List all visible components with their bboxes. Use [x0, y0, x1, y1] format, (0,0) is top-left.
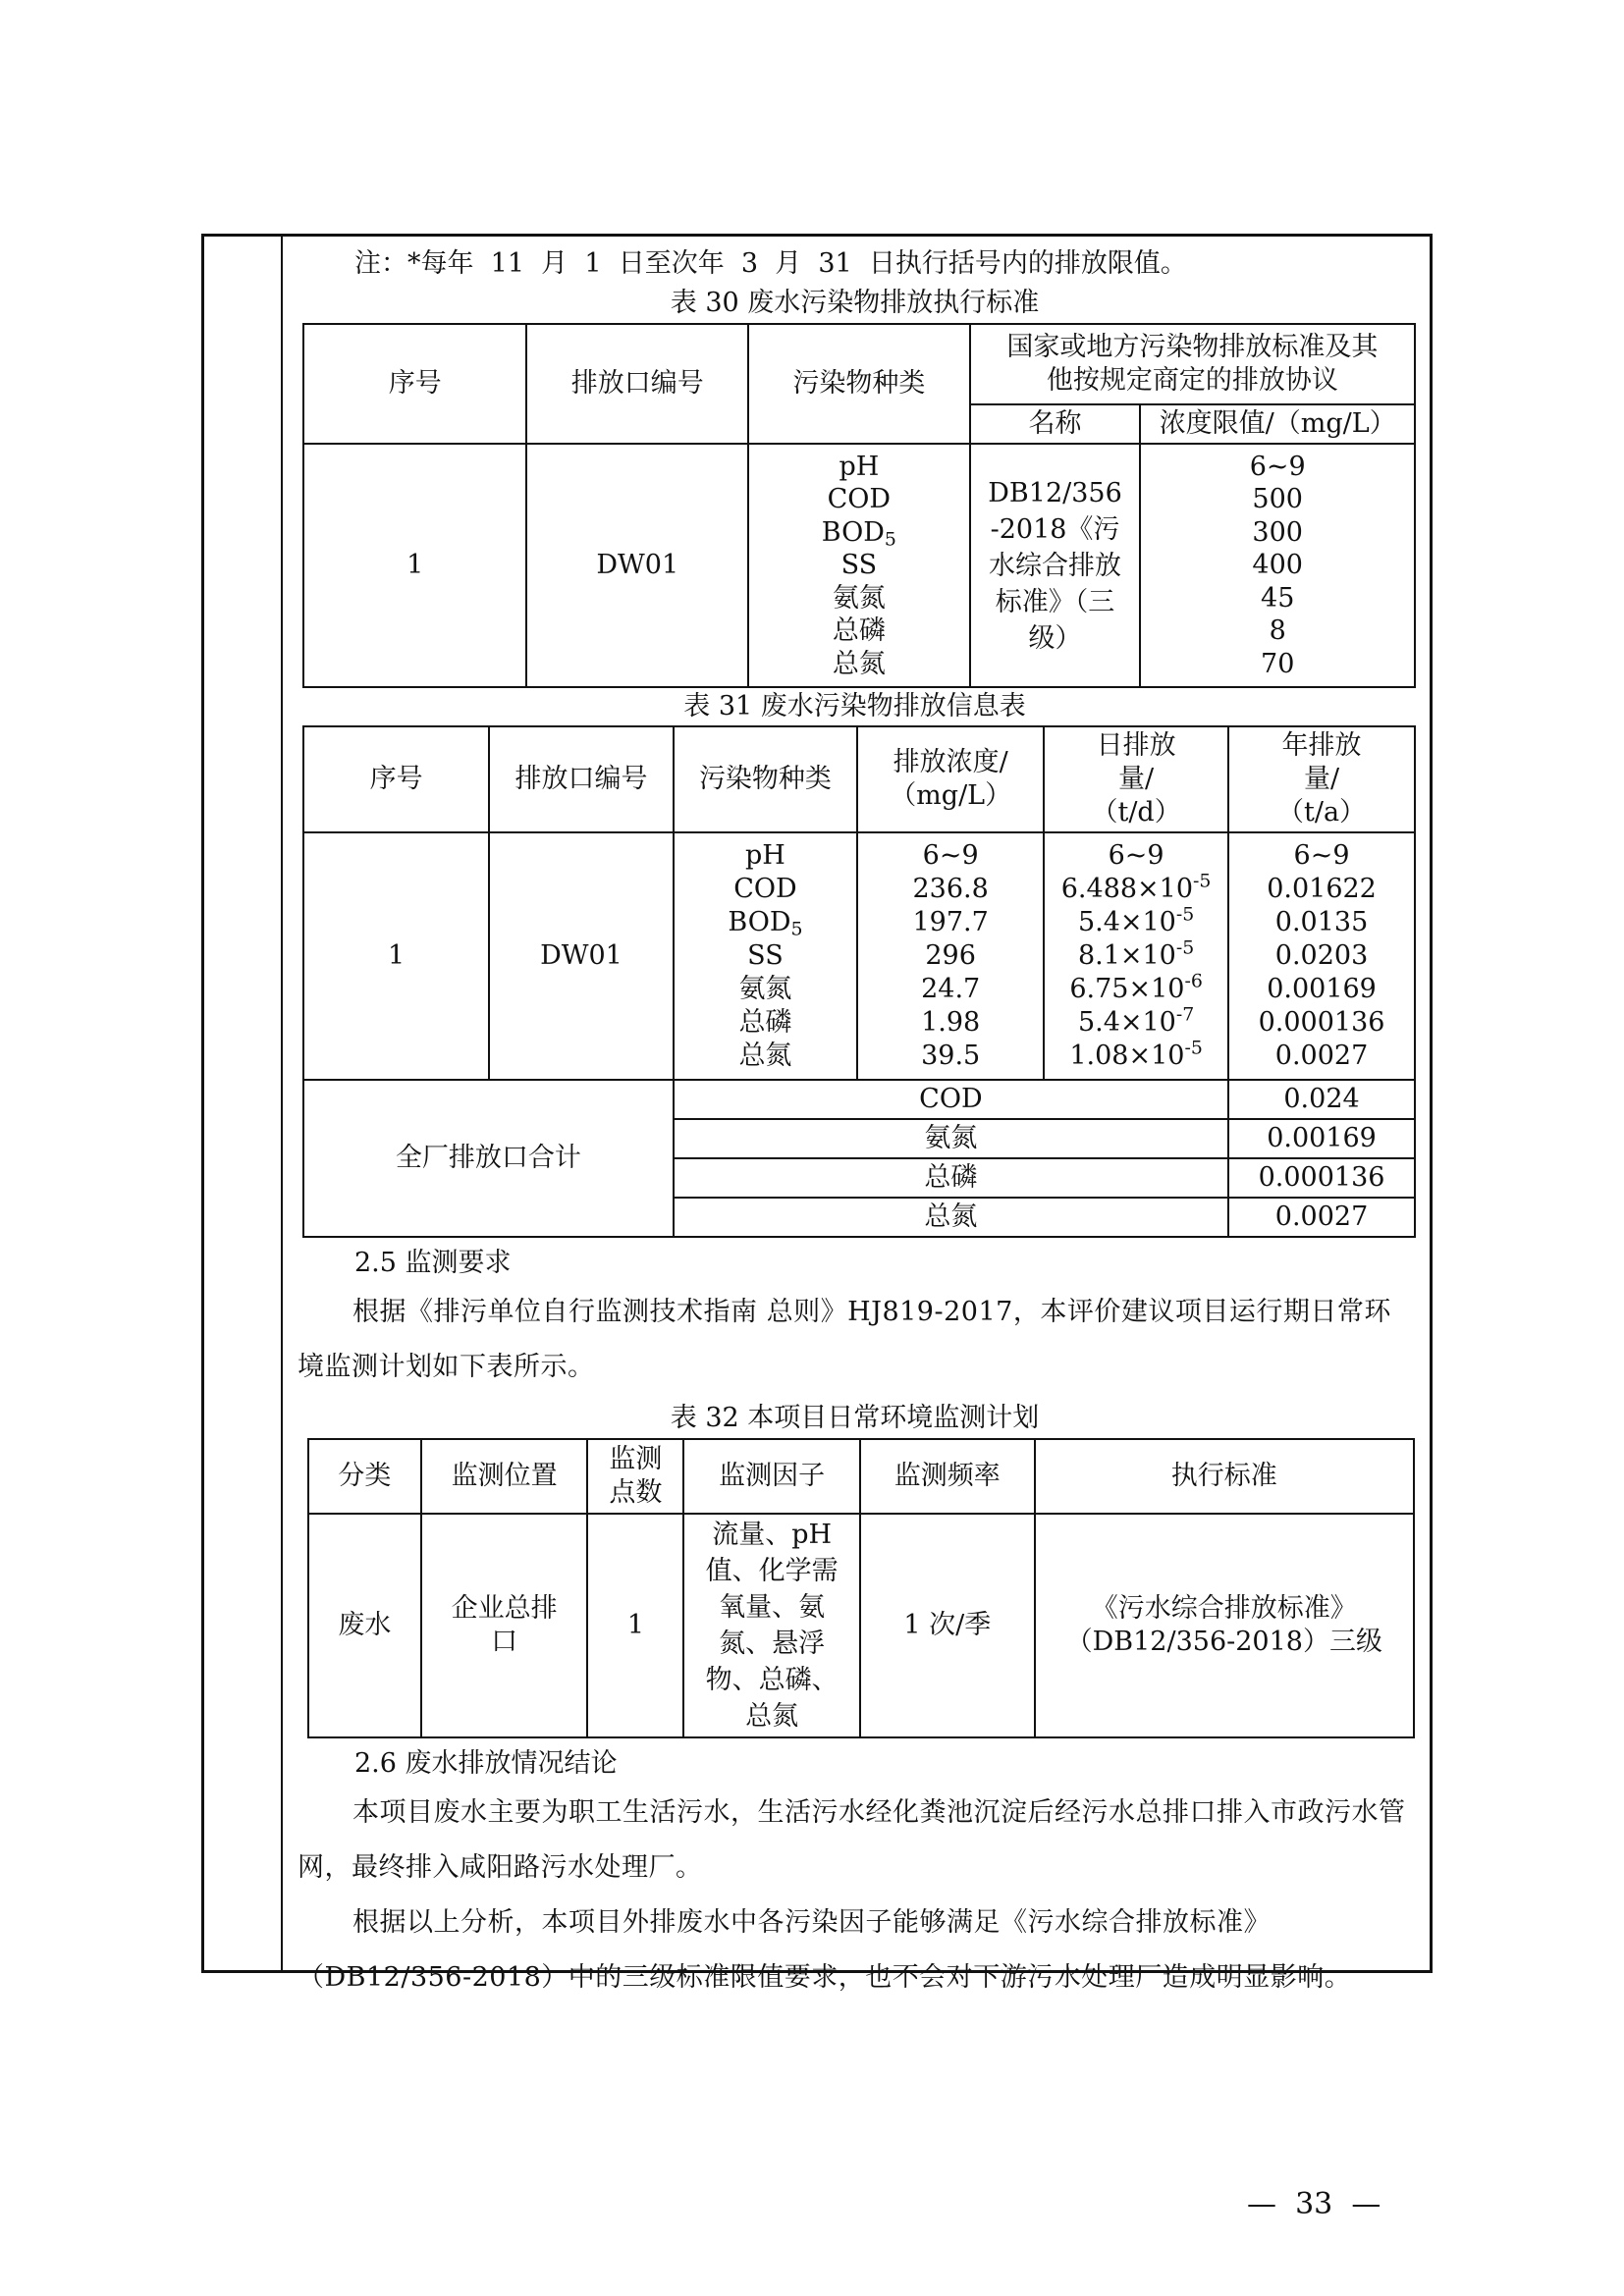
table30-caption: 表 30 废水污染物排放执行标准 — [670, 288, 1040, 318]
table31-total-value: 0.00169 — [1228, 1119, 1415, 1158]
table31-annual: 0.0027 — [1274, 1041, 1369, 1071]
table30-cell-outlet: DW01 — [526, 444, 748, 687]
table31-conc: 6~9 — [922, 840, 979, 871]
table31-daily: 6~9 — [1108, 840, 1164, 871]
table32-header-factors: 监测因子 — [683, 1439, 860, 1514]
table31 — [302, 725, 1416, 1238]
table30-header-pollutant: 污染物种类 — [748, 324, 970, 444]
table30-pollutant: 总氮 — [832, 648, 886, 679]
table30-limit: 45 — [1261, 582, 1295, 614]
table31-conc: 24.7 — [921, 974, 981, 1004]
table31-conc: 197.7 — [912, 907, 989, 937]
table30-header-seq: 序号 — [303, 324, 526, 444]
table31-header-outlet: 排放口编号 — [489, 726, 674, 832]
section-2-6-paragraph-2: 根据以上分析，本项目外排废水中各污染因子能够满足《污水综合排放标准》（DB12/356-2018）中的三级标准限值要求，也不会对下游污水处理厂造成明显影响。 — [298, 1907, 1352, 1993]
table30-pollutant: SS — [840, 550, 878, 581]
table30-cell-seq: 1 — [303, 444, 526, 687]
table31-cell-pollutants — [674, 832, 857, 1080]
table31-pollutant: COD — [733, 874, 797, 904]
section-2-6-heading: 2.6 废水排放情况结论 — [354, 1748, 618, 1779]
table31-cell-conc — [857, 832, 1044, 1080]
table30-header-standard-group: 国家或地方污染物排放标准及其他按规定商定的排放协议 — [970, 324, 1415, 404]
table30-pollutant: $BOD_5$ — [821, 516, 896, 551]
table31-daily: $8.1\times 10^{-5}$ — [1077, 936, 1195, 971]
table31-total-label: 全厂排放口合计 — [303, 1080, 674, 1237]
table31-total-pollutant: 总氮 — [674, 1198, 1228, 1237]
table31-pollutant: pH — [745, 840, 785, 871]
table31-annual: 6~9 — [1293, 840, 1350, 871]
table30-pollutant: pH — [839, 451, 880, 482]
table30-limit: 8 — [1269, 615, 1286, 647]
section-2-5-paragraph: 根据《排污单位自行监测技术指南 总则》HJ819-2017，本评价建议项目运行期日常环境监测计划如下表所示。 — [298, 1297, 1391, 1382]
table32-standard-line2: （DB12/356-2018）三级 — [1065, 1627, 1382, 1657]
table32-cell-location: 企业总排口 — [421, 1514, 588, 1737]
table30-cell-standard-name: DB12/356-2018《污水综合排放标准》（三级） — [970, 444, 1141, 687]
table31-annual: 0.000136 — [1258, 1007, 1385, 1038]
table31-annual: 0.0203 — [1274, 940, 1369, 971]
table31-annual: 0.0135 — [1274, 907, 1369, 937]
table31-cell-seq: 1 — [303, 832, 489, 1080]
table30-header-name: 名称 — [970, 404, 1141, 444]
table31-pollutant: 总磷 — [738, 1007, 792, 1038]
table31-cell-outlet: DW01 — [489, 832, 674, 1080]
table30-pollutant: 总磷 — [832, 615, 886, 647]
table32-cell-standard — [1035, 1514, 1414, 1737]
table30-header-outlet: 排放口编号 — [526, 324, 748, 444]
section-2-6-paragraph-1: 本项目废水主要为职工生活污水，生活污水经化粪池沉淀后经污水总排口排入市政污水管网，最终排入咸阳路污水处理厂。 — [298, 1797, 1406, 1883]
table31-total-value: 0.024 — [1228, 1080, 1415, 1119]
table32-caption: 表 32 本项目日常环境监测计划 — [670, 1403, 1040, 1433]
table32-cell-category: 废水 — [308, 1514, 421, 1737]
table30-limit: 400 — [1252, 550, 1303, 581]
table30-pollutant: COD — [827, 484, 892, 515]
table30-pollutant: 氨氮 — [832, 582, 886, 614]
table31-pollutant: $BOD_5$ — [728, 907, 803, 940]
table30-limit: 500 — [1252, 484, 1303, 515]
table30-cell-pollutants — [748, 444, 970, 687]
table31-pollutant: SS — [747, 940, 784, 971]
table32-cell-points: 1 — [587, 1514, 683, 1737]
table31-conc: 1.98 — [921, 1007, 981, 1038]
table31-conc: 236.8 — [912, 874, 989, 904]
table31-header-daily: 日排放量/（t/d） — [1044, 726, 1228, 832]
table31-daily: $5.4\times 10^{-7}$ — [1077, 1003, 1195, 1038]
table31-header-pollutant: 污染物种类 — [674, 726, 857, 832]
table30-limit: 6~9 — [1249, 451, 1306, 482]
page-content — [298, 237, 1412, 1993]
page-frame — [201, 234, 1433, 1993]
table31-daily: $5.4\times 10^{-5}$ — [1077, 903, 1195, 937]
table31-pollutant: 总氮 — [738, 1041, 792, 1071]
table30-header-limit: 浓度限值/（mg/L） — [1140, 404, 1415, 444]
table31-header-conc: 排放浓度/（mg/L） — [857, 726, 1044, 832]
table32-header-category: 分类 — [308, 1439, 421, 1514]
table31-header-seq: 序号 — [303, 726, 489, 832]
table30 — [302, 323, 1416, 688]
table31-daily: $6.75\times 10^{-6}$ — [1069, 970, 1203, 1004]
table32-header-standard: 执行标准 — [1035, 1439, 1414, 1514]
table31-total-value: 0.0027 — [1228, 1198, 1415, 1237]
section-2-5-heading: 2.5 监测要求 — [354, 1248, 512, 1278]
note-text: 注：*每年 11 月 1 日至次年 3 月 31 日执行括号内的排放限值。 — [354, 248, 1187, 279]
table30-limit: 300 — [1252, 516, 1303, 548]
table30-cell-limits — [1140, 444, 1415, 687]
table31-caption: 表 31 废水污染物排放信息表 — [683, 691, 1026, 721]
page-number: — 33 — — [1247, 2187, 1381, 2221]
table32-standard-line1: 《污水综合排放标准》 — [1091, 1593, 1357, 1624]
table31-total-pollutant: 总磷 — [674, 1158, 1228, 1198]
table31-annual: 0.01622 — [1267, 874, 1377, 904]
table31-total-pollutant: 氨氮 — [674, 1119, 1228, 1158]
frame-divider — [281, 237, 283, 1970]
table32-header-points: 监测点数 — [587, 1439, 683, 1514]
table31-daily: $1.08\times 10^{-5}$ — [1069, 1037, 1203, 1071]
table31-total-value: 0.000136 — [1228, 1158, 1415, 1198]
table31-pollutant: 氨氮 — [738, 974, 792, 1004]
table32-cell-frequency: 1 次/季 — [860, 1514, 1035, 1737]
table31-annual: 0.00169 — [1267, 974, 1377, 1004]
table32-header-frequency: 监测频率 — [860, 1439, 1035, 1514]
table31-cell-daily — [1044, 832, 1228, 1080]
table32-cell-factors: 流量、pH值、化学需氧量、氨氮、悬浮物、总磷、总氮 — [683, 1514, 860, 1737]
table32 — [307, 1438, 1415, 1738]
table31-cell-annual — [1228, 832, 1415, 1080]
table32-header-location: 监测位置 — [421, 1439, 588, 1514]
table31-conc: 296 — [925, 940, 976, 971]
table30-limit: 70 — [1261, 648, 1295, 679]
table31-daily: $6.488\times 10^{-5}$ — [1060, 870, 1212, 904]
table31-conc: 39.5 — [921, 1041, 981, 1071]
table31-header-annual: 年排放量/（t/a） — [1228, 726, 1415, 832]
table31-total-pollutant: COD — [674, 1080, 1228, 1119]
